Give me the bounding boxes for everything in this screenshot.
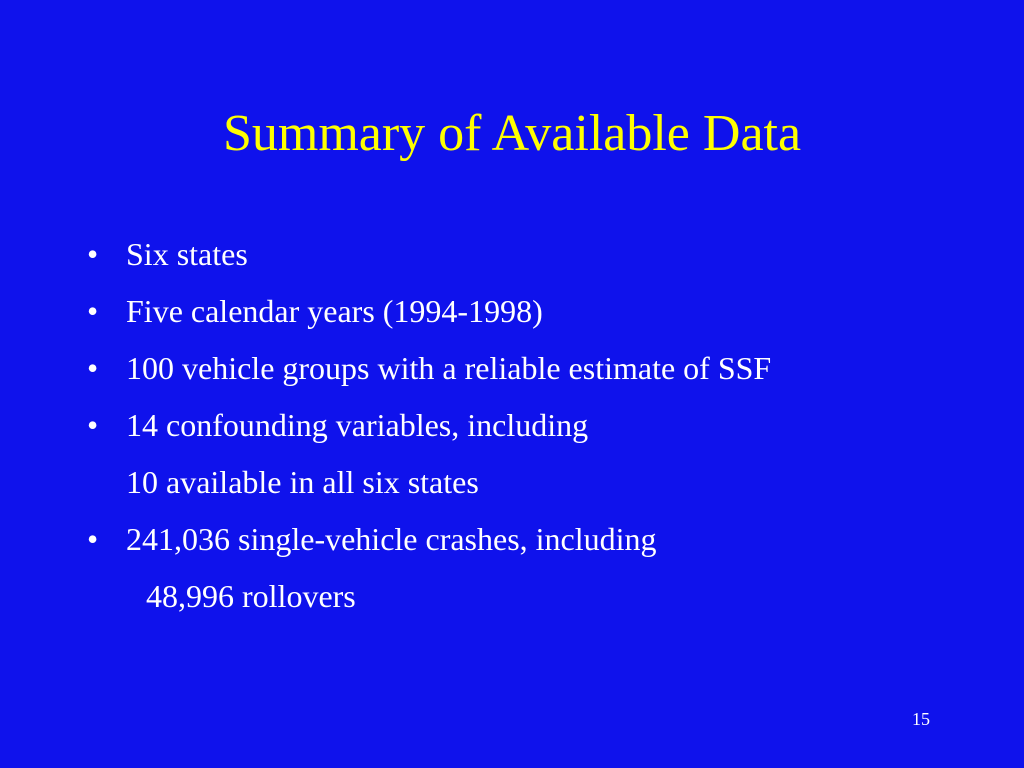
bullet-marker: •	[87, 236, 99, 272]
slide-title: Summary of Available Data	[222, 105, 802, 162]
list-item-text: 241,036 single-vehicle crashes, including	[126, 521, 657, 557]
page-number: 15	[912, 709, 930, 729]
bullet-marker: •	[87, 521, 99, 557]
list-item-text: 14 confounding variables, including	[126, 407, 589, 443]
list-item-text: 100 vehicle groups with a reliable estimate of SSF	[126, 350, 772, 386]
bullet-marker: •	[87, 293, 99, 329]
list-item-text: Five calendar years (1994-1998)	[126, 293, 543, 329]
bullet-marker: •	[87, 350, 99, 386]
list-subitem-text: 48,996 rollovers	[146, 578, 356, 614]
bullet-marker: •	[87, 407, 99, 443]
list-subitem-text: 10 available in all six states	[126, 464, 479, 500]
list-item-text: Six states	[126, 236, 248, 272]
